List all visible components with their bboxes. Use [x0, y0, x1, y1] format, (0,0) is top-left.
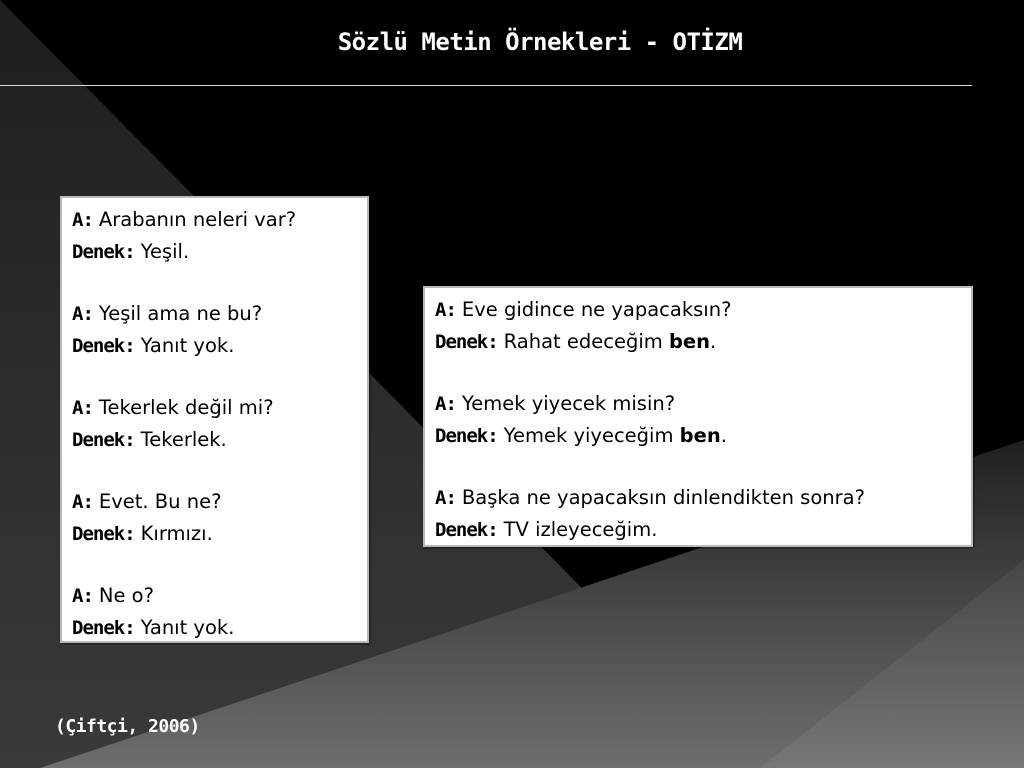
utterance-end: .: [710, 330, 717, 353]
speaker-label: A:: [72, 303, 93, 325]
question-line: [72, 392, 367, 424]
speaker-label: A:: [435, 487, 456, 509]
exchange: [435, 294, 971, 358]
question-line: [435, 388, 971, 420]
exchange: [435, 388, 971, 452]
speaker-label: Denek:: [72, 335, 135, 357]
dialogue-box-right: [423, 286, 973, 547]
question-line: [72, 298, 367, 330]
question-line: [435, 294, 971, 326]
response-line: [435, 514, 971, 546]
exchange: [72, 298, 367, 362]
speaker-label: Denek:: [72, 523, 135, 545]
question-line: [72, 580, 367, 612]
exchange: [72, 580, 367, 644]
response-line: [435, 420, 971, 452]
response-line: [435, 326, 971, 358]
response-line: [72, 424, 367, 456]
utterance: TV izleyeceğim.: [503, 518, 658, 541]
speaker-label: A:: [72, 585, 93, 607]
response-line: [72, 612, 367, 644]
utterance-end: .: [720, 424, 727, 447]
speaker-label: A:: [435, 393, 456, 415]
exchange: [72, 204, 367, 268]
response-line: [72, 330, 367, 362]
dialogue-box-left: [60, 196, 369, 643]
utterance: Arabanın neleri var?: [98, 208, 297, 231]
utterance: Yemek yiyeceğim: [503, 424, 680, 447]
response-line: [72, 236, 367, 268]
slide-title: Sözlü Metin Örnekleri - OTİZM: [337, 28, 743, 56]
utterance: Yanıt yok.: [140, 334, 235, 357]
citation: (Çiftçi, 2006): [55, 716, 200, 737]
speaker-label: A:: [72, 491, 93, 513]
question-line: [72, 204, 367, 236]
emphasized-word: ben: [668, 330, 711, 353]
utterance: Kırmızı.: [140, 522, 213, 545]
speaker-label: Denek:: [72, 241, 135, 263]
speaker-label: A:: [72, 397, 93, 419]
speaker-label: Denek:: [72, 617, 135, 639]
response-line: [72, 518, 367, 550]
utterance: Yemek yiyecek misin?: [461, 392, 676, 415]
question-line: [72, 486, 367, 518]
utterance: Tekerlek değil mi?: [98, 396, 274, 419]
speaker-label: A:: [435, 299, 456, 321]
question-line: [435, 482, 971, 514]
utterance: Ne o?: [98, 584, 154, 607]
exchange: [72, 486, 367, 550]
emphasized-word: ben: [679, 424, 721, 447]
utterance: Yeşil.: [140, 240, 190, 263]
speaker-label: Denek:: [435, 519, 498, 541]
utterance: Başka ne yapacaksın dinlendikten sonra?: [461, 486, 865, 509]
exchange: [435, 482, 971, 546]
title-divider: [0, 85, 972, 86]
utterance: Yanıt yok.: [140, 616, 235, 639]
utterance: Eve gidince ne yapacaksın?: [461, 298, 732, 321]
utterance: Rahat edeceğim: [503, 330, 669, 353]
speaker-label: Denek:: [435, 331, 498, 353]
utterance: Yeşil ama ne bu?: [98, 302, 263, 325]
exchange: [72, 392, 367, 456]
utterance: Evet. Bu ne?: [98, 490, 222, 513]
utterance: Tekerlek.: [140, 428, 227, 451]
speaker-label: Denek:: [72, 429, 135, 451]
speaker-label: Denek:: [435, 425, 498, 447]
speaker-label: A:: [72, 209, 93, 231]
